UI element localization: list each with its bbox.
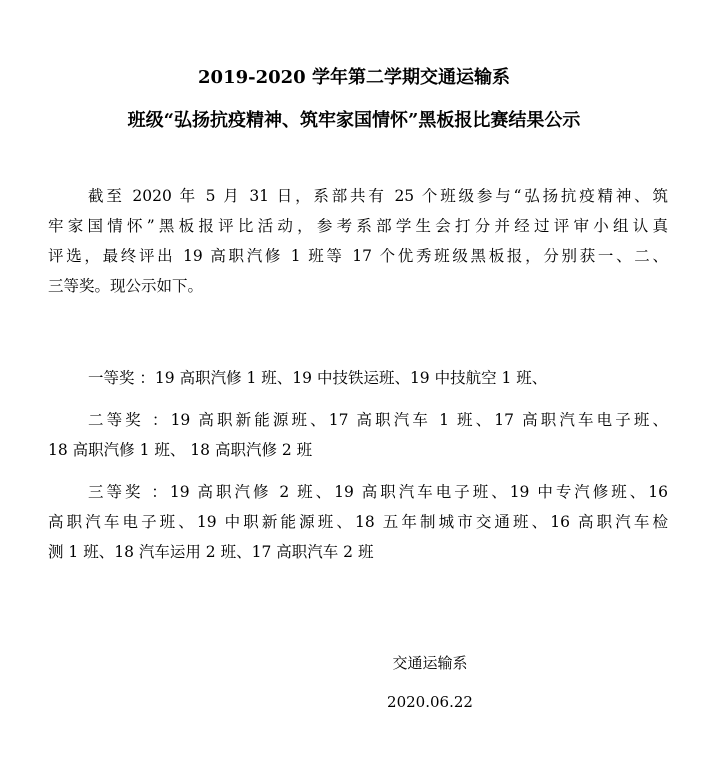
second-prize-line: 18 高职汽修 1 班、 18 高职汽修 2 班: [48, 441, 313, 459]
intro-paragraph: [48, 181, 668, 301]
intro-line: 评选，最终评出 19 高职汽修 1 班等 17 个优秀班级黑板报，分别获一、二、: [48, 247, 668, 265]
awards-list: [48, 363, 668, 567]
signature-department: 交通运输系: [392, 654, 468, 672]
third-prize-line: 高职汽车电子班、19 中职新能源班、18 五年制城市交通班、16 高职汽车检: [48, 513, 668, 531]
signature-date: 2020.06.22: [387, 693, 473, 711]
first-prize-line: 一等奖 ：19 高职汽修 1 班、19 中技铁运班、19 中技航空 1 班、: [88, 369, 548, 387]
intro-line: 三等奖。现公示如下。: [48, 277, 204, 295]
third-prize-line: 三等奖 ：19 高职汽修 2 班、19 高职汽车电子班、19 中专汽修班、16: [88, 483, 668, 501]
document-title-line-2: 班级“弘扬抗疫精神、筑牢家国情怀”黑板报比赛结果公示: [127, 110, 581, 131]
second-prize-line: 二等奖 ：19 高职新能源班、17 高职汽车 1 班、17 高职汽车电子班、: [88, 411, 668, 429]
intro-line: 截至 2020 年 5 月 31 日，系部共有 25 个班级参与“弘扬抗疫精神、筑: [88, 187, 668, 205]
third-prize-line: 测 1 班、18 汽车运用 2 班、17 高职汽车 2 班: [48, 543, 374, 561]
document-title-line-1: 2019-2020 学年第二学期交通运输系: [198, 67, 510, 88]
intro-line: 牢家国情怀”黑板报评比活动，参考系部学生会打分并经过评审小组认真: [48, 217, 668, 235]
